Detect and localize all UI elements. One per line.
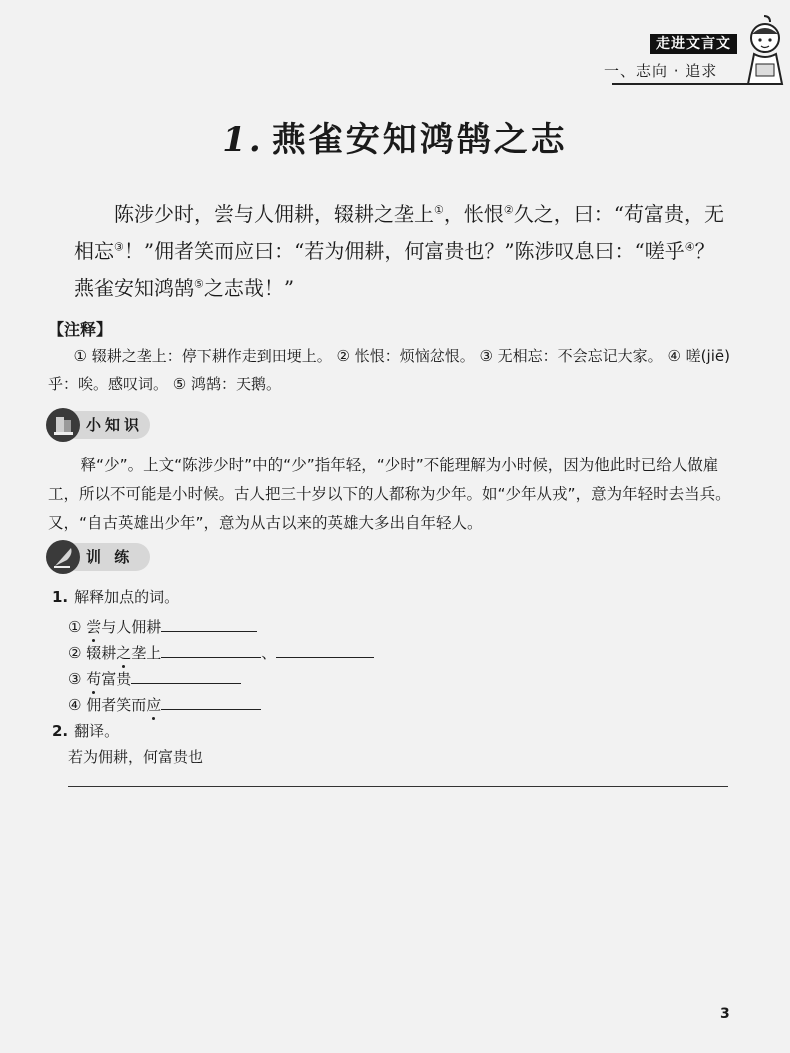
item-text: 富贵	[101, 670, 132, 688]
passage-text: 之志哉！”	[203, 276, 295, 300]
translation-sentence: 若为佣耕，何富贵也	[68, 748, 204, 766]
note-marker: ①	[434, 203, 444, 217]
dotted-word: 尝	[86, 618, 102, 636]
training-label: 训 练	[86, 548, 134, 566]
series-badge: 走进文言文	[650, 34, 737, 54]
quill-icon	[46, 540, 80, 574]
dotted-word: 之	[116, 644, 132, 662]
item-marker: ③	[68, 670, 82, 688]
knowledge-text: 释“少”。上文“陈涉少时”中的“少”指年轻，“少时”不能理解为小时候，因为他此时已给人做雇工，所以不可能是小时候。古人把三十岁以下的人都称为少年。如“少年从戎”，意为年轻时去当兵。又，“自古英雄出少年”，意为从古以来的英雄大多出自年轻人。	[48, 456, 731, 532]
passage-text: ？燕雀安知鸿鹄	[74, 239, 715, 300]
header-rule	[612, 83, 752, 85]
question-2	[52, 720, 119, 741]
dotted-word: 应	[146, 696, 162, 714]
answer-blank[interactable]	[161, 693, 261, 710]
exercise-item	[68, 693, 261, 715]
notes-heading: 【注释】	[48, 320, 113, 339]
title-text: 燕雀安知鸿鹄之志	[271, 120, 568, 160]
question-text: 翻译。	[74, 722, 120, 740]
question-text: 解释加点的词。	[74, 588, 180, 606]
separator: 、	[261, 644, 277, 662]
note-marker: ④	[684, 240, 695, 254]
knowledge-badge	[46, 408, 152, 442]
answer-blank[interactable]	[161, 641, 261, 658]
page-title	[0, 112, 790, 161]
item-text: 佣者笑而	[86, 696, 147, 714]
scholar-boy-icon	[742, 14, 788, 90]
item-marker: ①	[68, 618, 82, 636]
item-marker: ②	[68, 644, 82, 662]
training-badge	[46, 540, 152, 574]
answer-line[interactable]	[68, 786, 728, 787]
item-text: 辍耕	[86, 644, 117, 662]
chapter-label: 一、志向 · 追求	[604, 62, 718, 80]
note-marker: ②	[503, 203, 514, 217]
question-1	[52, 586, 179, 607]
question-number: 1.	[52, 588, 69, 606]
answer-blank[interactable]	[161, 615, 257, 632]
knowledge-label: 小知识	[86, 416, 144, 434]
dotted-word: 苟	[86, 670, 102, 688]
exercise-item	[68, 615, 257, 637]
answer-blank[interactable]	[131, 667, 241, 684]
passage-text: ！”佣者笑而应曰：“若为佣耕，何富贵也？”陈涉叹息曰：“嗟乎	[123, 239, 685, 263]
question-number: 2.	[52, 722, 69, 740]
passage-text: 陈涉少时，尝与人佣耕，辍耕之垄上	[114, 202, 434, 226]
exercise-item	[68, 667, 241, 689]
note-marker: ③	[114, 240, 124, 254]
item-text: 与人佣耕	[101, 618, 162, 636]
book-icon	[46, 408, 80, 442]
classical-passage	[74, 196, 724, 307]
note-marker: ⑤	[194, 277, 204, 291]
notes-text: ① 辍耕之垄上：停下耕作走到田埂上。 ② 怅恨：烦恼忿恨。 ③ 无相忘：不会忘记大家。 ④ 嗟(jiē)乎：唉。感叹词。 ⑤ 鸿鹄：天鹅。	[48, 347, 730, 393]
title-number: 1.	[222, 120, 264, 160]
answer-blank[interactable]	[276, 641, 374, 658]
exercise-item	[68, 641, 374, 663]
item-text: 垄上	[131, 644, 162, 662]
passage-text: 久之，曰：“苟富贵，无相忘	[74, 202, 724, 263]
page-number: 3	[720, 1006, 730, 1022]
passage-text: ，怅恨	[443, 202, 504, 226]
item-marker: ④	[68, 696, 82, 714]
